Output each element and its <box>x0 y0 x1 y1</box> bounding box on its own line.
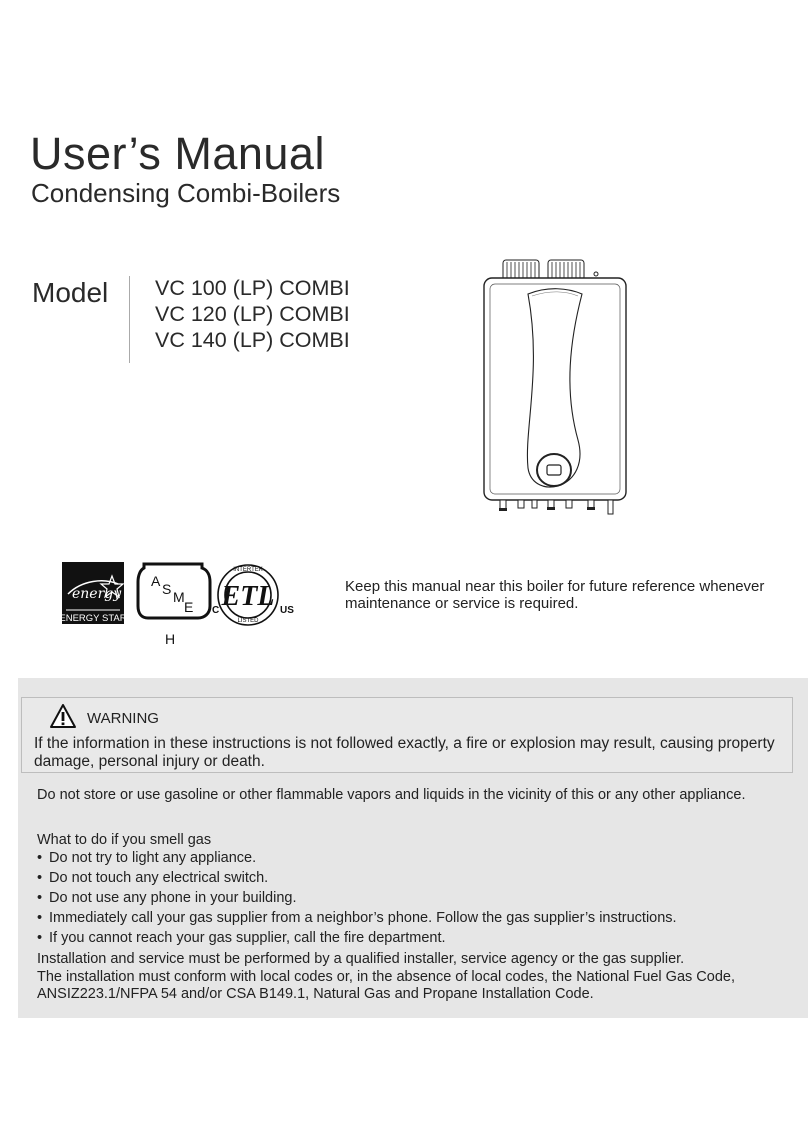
vapors-notice: Do not store or use gasoline or other flammable vapors and liquids in the vicinity of this or any other appliance. <box>37 787 746 803</box>
warning-box <box>21 697 793 773</box>
etl-listed-mark <box>212 565 294 625</box>
list-item: • Do not touch any electrical switch. <box>37 870 269 886</box>
list-item: • Do not use any phone in your building. <box>37 890 297 906</box>
list-item: • Immediately call your gas supplier from a neighbor’s phone. Follow the gas supplier’s instructions. <box>37 910 677 926</box>
svg-text:LISTED: LISTED <box>237 618 259 624</box>
model-item: VC 140 (LP) COMBI <box>155 328 350 352</box>
keep-manual-note: Keep this manual near this boiler for future reference whenever maintenance or service is required. <box>345 578 765 612</box>
page-title: User’s Manual <box>30 128 325 179</box>
model-item: VC 100 (LP) COMBI <box>155 276 350 300</box>
model-item: VC 120 (LP) COMBI <box>155 302 350 326</box>
svg-text:A: A <box>151 573 161 589</box>
warning-title: WARNING <box>87 710 159 727</box>
codes-notice: The installation must conform with local codes or, in the absence of local codes, the National Fuel Gas Code, ANSIZ223.1/NFPA 54 and/or CSA B149.1, Natural Gas and Propane Installation Code. <box>37 969 735 1002</box>
list-item: • Do not try to light any appliance. <box>37 850 257 866</box>
warning-text: If the information in these instructions is not followed exactly, a fire or explosion may result, causing property damage, personal injury or death. <box>34 735 775 770</box>
svg-text:C: C <box>212 605 220 616</box>
svg-text:energy: energy <box>72 586 122 602</box>
warning-triangle-icon <box>49 703 77 729</box>
svg-text:INTERTEK: INTERTEK <box>233 567 263 573</box>
smell-gas-heading: What to do if you smell gas <box>37 832 212 848</box>
model-divider <box>129 276 130 363</box>
smell-gas-list <box>37 850 677 950</box>
model-label: Model <box>32 277 109 308</box>
energy-star-logo <box>62 562 127 624</box>
asme-h-label: H <box>164 631 176 647</box>
svg-text:M: M <box>173 589 185 605</box>
boiler-illustration <box>470 250 640 530</box>
list-item: • If you cannot reach your gas supplier, call the fire department. <box>37 930 446 946</box>
service-notice: Installation and service must be performed by a qualified installer, service agency or the gas supplier. <box>37 951 685 967</box>
page-subtitle: Condensing Combi-Boilers <box>31 178 341 208</box>
svg-text:E: E <box>184 599 194 615</box>
svg-text:ETL: ETL <box>221 581 275 612</box>
energy-star-text: ENERGY STAR <box>62 613 127 624</box>
svg-text:US: US <box>280 605 294 616</box>
asme-stamp <box>138 564 210 647</box>
certification-marks <box>62 560 312 650</box>
svg-text:S: S <box>162 581 172 597</box>
model-list <box>155 275 350 353</box>
